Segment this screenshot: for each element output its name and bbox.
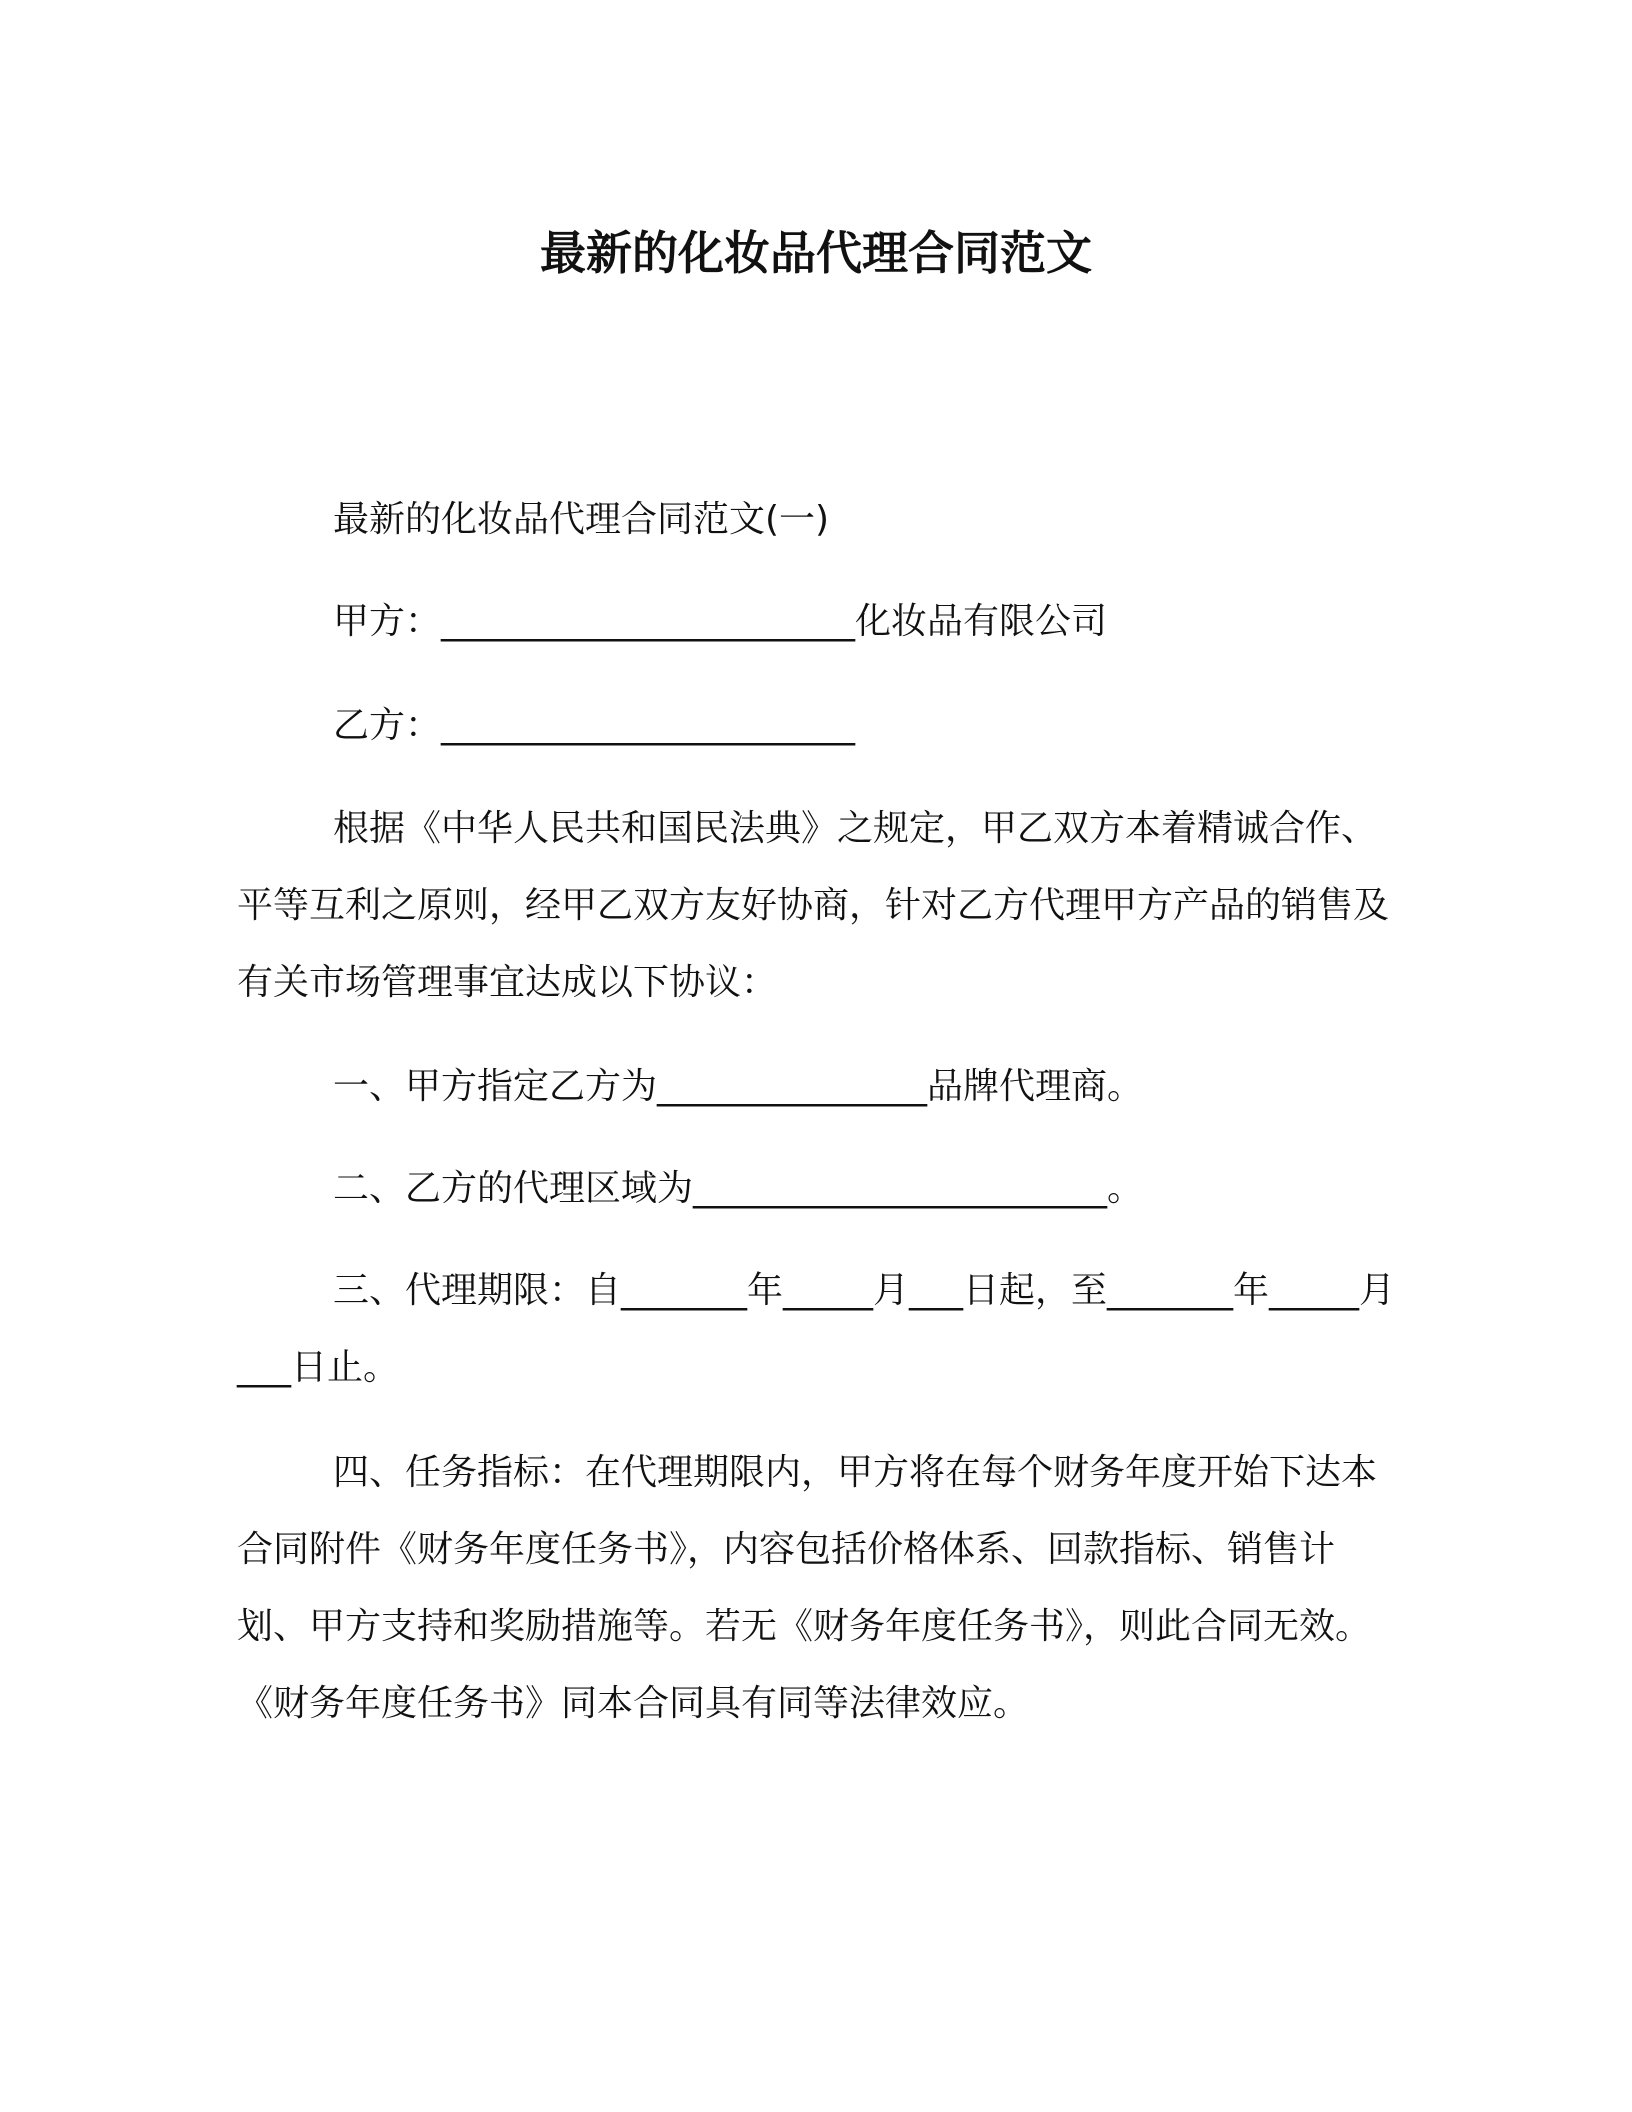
clause-3-paragraph: 三、代理期限：自_______年_____月___日起，至_______年_____月___日止。: [237, 1270, 1396, 1388]
section-heading: 最新的化妆品代理合同范文(一): [333, 499, 830, 540]
party-b-line: 乙方：_______________________: [333, 705, 856, 746]
clause-1-paragraph: 一、甲方指定乙方为_______________品牌代理商。: [333, 1066, 1144, 1107]
document-title: 最新的化妆品代理合同范文: [540, 226, 1092, 280]
clause-2-paragraph: 二、乙方的代理区域为_______________________。: [333, 1168, 1144, 1209]
preamble-paragraph: 根据《中华人民共和国民法典》之规定，甲乙双方本着精诚合作、平等互利之原则，经甲乙双方友好协商，针对乙方代理甲方产品的销售及有关市场管理事宜达成以下协议：: [237, 808, 1390, 1003]
clause-4-paragraph: 四、任务指标：在代理期限内，甲方将在每个财务年度开始下达本合同附件《财务年度任务书》，内容包括价格体系、回款指标、销售计划、甲方支持和奖励措施等。若无《财务年度任务书》，则此合同无效。《财务年度任务书》同本合同具有同等法律效应。: [237, 1452, 1378, 1724]
party-a-line: 甲方：_______________________化妆品有限公司: [333, 601, 1108, 642]
